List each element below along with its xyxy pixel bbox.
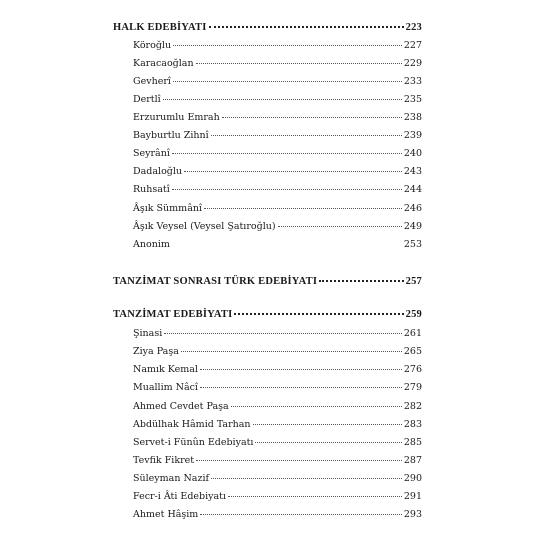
- toc-entry-title: Şinasi: [133, 328, 163, 339]
- dot-leader: [211, 135, 402, 136]
- dot-leader: [319, 280, 404, 282]
- toc-entry-page: 293: [403, 509, 422, 520]
- toc-entry: [133, 364, 422, 376]
- dot-leader: [173, 45, 402, 46]
- toc-entry-title: Ziya Paşa: [133, 346, 179, 357]
- toc-entry: [133, 166, 422, 178]
- toc-entry: [133, 473, 422, 485]
- toc-entry-title: Köroğlu: [133, 40, 172, 51]
- toc-entry-page: 285: [403, 437, 422, 448]
- toc-entry: [133, 455, 422, 467]
- toc-entry: [133, 401, 422, 413]
- toc-entry-page: 253: [403, 239, 422, 250]
- toc-entry-title: Ahmed Cevdet Paşa: [133, 401, 229, 412]
- toc-entry-page: 287: [403, 455, 422, 466]
- dot-leader: [181, 351, 402, 352]
- dot-leader: [196, 63, 402, 64]
- toc-entry: [133, 346, 422, 358]
- toc-entry-page: 261: [403, 328, 422, 339]
- toc-entry-heading: [113, 309, 422, 321]
- toc-entry-title: Tevfik Fikret: [133, 455, 195, 466]
- toc-entry-page: 291: [403, 491, 422, 502]
- dot-leader: [204, 208, 402, 209]
- toc-entry-page: 279: [403, 382, 422, 393]
- dot-leader: [172, 189, 402, 190]
- dot-leader: [209, 26, 404, 28]
- toc-entry-title: Anonim: [133, 239, 170, 250]
- toc-entry-title: Âşık Sümmânî: [133, 203, 203, 214]
- toc-entry-title: HALK EDEBİYATI: [113, 22, 207, 33]
- toc-entry: [133, 58, 422, 70]
- toc-entry: [133, 184, 422, 196]
- toc-entry-title: TANZİMAT EDEBİYATI: [113, 309, 233, 320]
- toc-entry-title: Ruhsatî: [133, 184, 170, 195]
- toc-entry-title: Namık Kemal: [133, 364, 198, 375]
- toc-entry-page: 223: [405, 22, 422, 33]
- toc-entry: [133, 239, 422, 251]
- toc-entry: [133, 328, 422, 340]
- toc-entry-page: 239: [403, 130, 422, 141]
- toc-entry-page: 227: [403, 40, 422, 51]
- toc-entry-page: 243: [403, 166, 422, 177]
- dot-leader: [228, 496, 402, 497]
- toc-entry-page: 276: [403, 364, 422, 375]
- toc-entry: [133, 419, 422, 431]
- toc-entry-page: 259: [405, 309, 422, 320]
- dot-leader: [184, 171, 402, 172]
- dot-leader: [211, 478, 402, 479]
- toc-entry-title: Servet-i Fünûn Edebiyatı: [133, 437, 254, 448]
- toc-entry-title: Süleyman Nazif: [133, 473, 209, 484]
- dot-leader: [164, 333, 402, 334]
- toc-entry-page: 265: [403, 346, 422, 357]
- toc-entry-title: TANZİMAT SONRASI TÜRK EDEBİYATI: [113, 276, 318, 287]
- toc-entry-title: Ahmet Hâşim: [133, 509, 199, 520]
- toc-entry-title: Fecr-i Âti Edebiyatı: [133, 491, 227, 502]
- toc-entry-title: Gevherî: [133, 76, 171, 87]
- toc-entry-page: 238: [403, 112, 422, 123]
- toc-entry-page: 229: [403, 58, 422, 69]
- toc-entry-page: 290: [403, 473, 422, 484]
- dot-leader: [200, 369, 402, 370]
- toc-entry-title: Bayburtlu Zihnî: [133, 130, 209, 141]
- toc-entry-page: 244: [403, 184, 422, 195]
- toc-entry: [133, 221, 422, 233]
- toc-entry: [133, 40, 422, 52]
- dot-leader: [172, 153, 402, 154]
- dot-leader: [255, 442, 401, 443]
- toc-entry: [133, 437, 422, 449]
- toc-entry-heading: [113, 276, 422, 288]
- dot-leader: [196, 460, 402, 461]
- toc-entry-title: Erzurumlu Emrah: [133, 112, 220, 123]
- toc-entry-title: Dadaloğlu: [133, 166, 183, 177]
- toc-entry-title: Muallim Nâcî: [133, 382, 198, 393]
- toc-entry: [133, 94, 422, 106]
- toc-entry-page: 235: [403, 94, 422, 105]
- toc-entry: [133, 491, 422, 503]
- toc-entry-page: 283: [403, 419, 422, 430]
- toc-entry-heading: [113, 22, 422, 34]
- dot-leader: [231, 406, 402, 407]
- dot-leader: [200, 387, 402, 388]
- toc-entry-page: 240: [403, 148, 422, 159]
- toc-entry-title: Âşık Veysel (Veysel Şatıroğlu): [133, 221, 276, 232]
- toc-entry: [133, 203, 422, 215]
- toc-entry: [133, 112, 422, 124]
- toc-entry-title: Abdülhak Hâmid Tarhan: [133, 419, 251, 430]
- dot-leader: [163, 99, 402, 100]
- toc-entry-page: 246: [403, 203, 422, 214]
- toc-entry-title: Karacaoğlan: [133, 58, 194, 69]
- toc-entry-page: 282: [403, 401, 422, 412]
- dot-leader: [253, 424, 402, 425]
- toc-entry: [133, 509, 422, 521]
- toc-entry: [133, 76, 422, 88]
- toc-entry-page: 249: [403, 221, 422, 232]
- dot-leader: [222, 117, 402, 118]
- dot-leader: [234, 313, 403, 315]
- dot-leader: [173, 81, 402, 82]
- toc-entry-page: 257: [405, 276, 422, 287]
- dot-leader: [278, 226, 402, 227]
- toc-entry: [133, 130, 422, 142]
- toc-entry: [133, 382, 422, 394]
- toc-entry: [133, 148, 422, 160]
- toc-entry-title: Dertlî: [133, 94, 161, 105]
- dot-leader: [200, 514, 402, 515]
- toc-entry-title: Seyrânî: [133, 148, 170, 159]
- toc-entry-page: 233: [403, 76, 422, 87]
